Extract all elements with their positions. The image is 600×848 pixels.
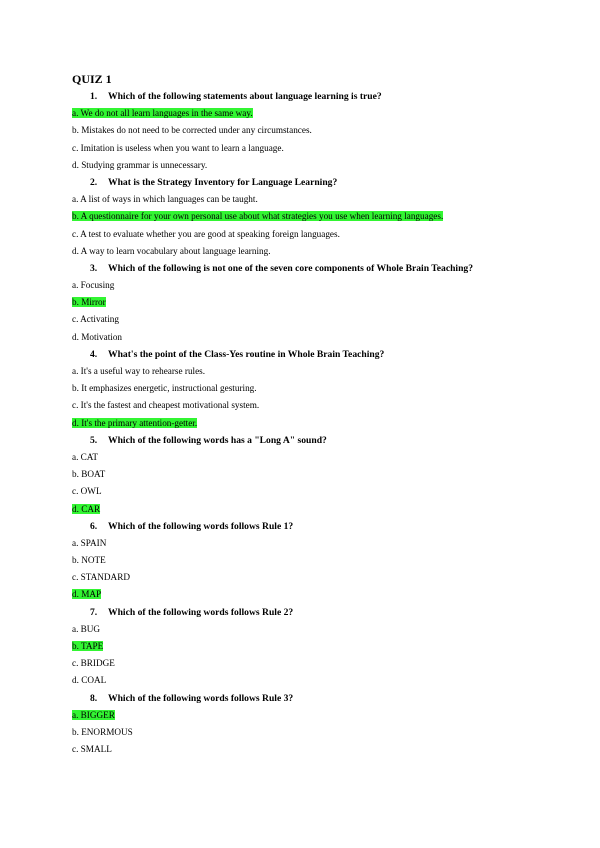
question-block (72, 174, 542, 260)
question-heading (72, 346, 542, 363)
answer-option-text: a. Focusing (72, 280, 115, 291)
answer-option (72, 380, 542, 397)
correct-answer-highlight: d. CAR (72, 503, 101, 514)
correct-answer-highlight: b. TAPE (72, 641, 104, 651)
question-heading (72, 432, 542, 449)
question-block (72, 432, 542, 518)
answer-option (72, 140, 542, 157)
question-number: 4. (90, 348, 98, 360)
answer-option (72, 638, 542, 655)
answer-option-text: d. A way to learn vocabulary about language learning. (72, 245, 271, 256)
answer-option (72, 724, 542, 741)
answer-option-text: c. OWL (72, 486, 102, 497)
answer-option-text: c. SMALL (72, 744, 112, 755)
question-block (72, 604, 542, 690)
question-number: 3. (90, 262, 98, 274)
answer-option (72, 243, 542, 260)
answer-option (72, 294, 542, 311)
question-text: Which of the following words follows Rule 3? (108, 692, 294, 704)
answer-option-text: d. COAL (72, 675, 107, 686)
correct-answer-highlight: d. It's the primary attention-getter. (72, 417, 198, 428)
answer-option (72, 208, 542, 225)
answer-option-text: a. SPAIN (72, 537, 107, 548)
answer-option (72, 449, 542, 466)
correct-answer-highlight: b. A questionnaire for your own personal use about what strategies you use when learning languages. (72, 211, 444, 222)
answer-option (72, 311, 542, 328)
answer-option (72, 569, 542, 586)
answer-option (72, 329, 542, 346)
answer-option (72, 226, 542, 243)
answer-option-text: c. Activating (72, 314, 119, 325)
question-block (72, 346, 542, 432)
answer-option (72, 157, 542, 174)
answer-option (72, 122, 542, 139)
question-number: 7. (90, 606, 98, 618)
question-heading (72, 260, 542, 277)
quiz-title: QUIZ 1 (72, 72, 112, 86)
answer-option (72, 363, 542, 380)
answer-option-text: c. STANDARD (72, 572, 130, 583)
answer-option (72, 535, 542, 552)
answer-option-text: c. It's the fastest and cheapest motivational system. (72, 400, 260, 411)
answer-option (72, 191, 542, 208)
answer-option-text: b. BOAT (72, 469, 106, 480)
answer-option-text: a. BUG (72, 623, 101, 634)
answer-option-text: a. It's a useful way to rehearse rules. (72, 366, 206, 376)
question-text: Which of the following words has a "Long A" sound? (108, 434, 327, 446)
correct-answer-highlight: d. MAP (72, 589, 102, 600)
answer-option-text: d. Motivation (72, 331, 123, 342)
correct-answer-highlight: b. Mirror (72, 297, 106, 308)
answer-option (72, 483, 542, 500)
answer-option-text: b. NOTE (72, 555, 106, 566)
answer-option (72, 105, 542, 122)
question-number: 5. (90, 434, 98, 446)
question-block (72, 690, 542, 759)
answer-option (72, 672, 542, 689)
question-text: What's the point of the Class-Yes routine in Whole Brain Teaching? (108, 348, 385, 360)
answer-option (72, 707, 542, 724)
answer-option (72, 586, 542, 603)
question-block (72, 518, 542, 604)
question-heading (72, 604, 542, 621)
answer-option (72, 621, 542, 638)
answer-option-text: c. A test to evaluate whether you are good at speaking foreign languages. (72, 228, 340, 239)
question-block (72, 88, 542, 174)
question-number: 1. (90, 91, 98, 102)
question-number: 8. (90, 692, 98, 704)
question-heading (72, 88, 542, 105)
question-text: What is the Strategy Inventory for Language Learning? (108, 176, 338, 188)
question-text: Which of the following is not one of the seven core components of Whole Brain Teaching? (108, 262, 474, 274)
correct-answer-highlight: a. BIGGER (72, 709, 115, 720)
answer-option-text: c. Imitation is useless when you want to learn a language. (72, 142, 284, 153)
answer-option-text: a. CAT (72, 451, 99, 462)
question-number: 6. (90, 520, 98, 532)
question-heading (72, 174, 542, 191)
answer-option (72, 655, 542, 672)
question-text: Which of the following words follows Rule 1? (108, 520, 294, 532)
answer-option (72, 277, 542, 294)
answer-option-text: a. A list of ways in which languages can be taught. (72, 194, 258, 205)
answer-option-text: b. Mistakes do not need to be corrected under any circumstances. (72, 125, 312, 136)
question-text: Which of the following statements about language learning is true? (108, 91, 382, 102)
answer-option (72, 397, 542, 414)
answer-option (72, 466, 542, 483)
question-block (72, 260, 542, 346)
answer-option-text: b. It emphasizes energetic, instructional gesturing. (72, 383, 257, 394)
answer-option-text: c. BRIDGE (72, 658, 115, 669)
answer-option (72, 415, 542, 432)
answer-option-text: d. Studying grammar is unnecessary. (72, 159, 208, 170)
question-text: Which of the following words follows Rule 2? (108, 606, 294, 618)
answer-option (72, 552, 542, 569)
question-heading (72, 690, 542, 707)
question-number: 2. (90, 176, 98, 188)
correct-answer-highlight: a. We do not all learn languages in the same way. (72, 108, 253, 119)
answer-option-text: b. ENORMOUS (72, 726, 133, 737)
answer-option (72, 741, 542, 758)
question-list (72, 88, 542, 758)
answer-option (72, 501, 542, 518)
question-heading (72, 518, 542, 535)
